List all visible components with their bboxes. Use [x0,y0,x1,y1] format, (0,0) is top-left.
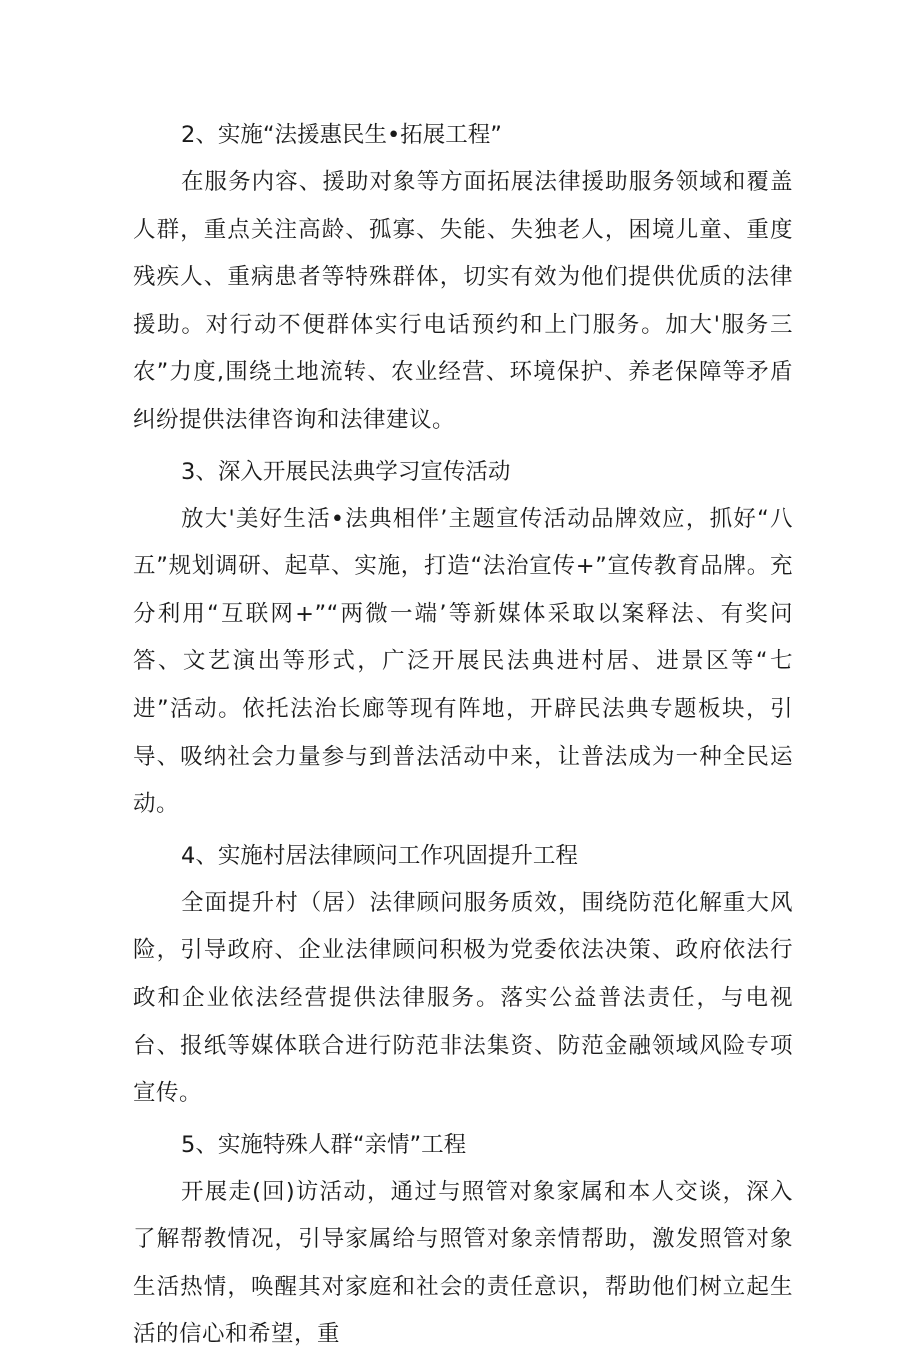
section-body: 全面提升村（居）法律顾问服务质效，围绕防范化解重大风险，引导政府、企业法律顾问积极为党委依法决策、政府依法行政和企业依法经营提供法律服务。落实公益普法责任，与电视台、报纸等媒体联合进行防范非法集资、防范金融领域风险专项宣传。 [133,889,793,1107]
section-4 [133,833,793,1118]
section-heading: 4、实施村居法律顾问工作巩固提升工程 [181,842,578,869]
section-2 [133,112,793,445]
document-page [133,112,793,1359]
section-body: 开展走(回)访活动，通过与照管对象家属和本人交谈，深入了解帮教情况，引导家属给与照管对象亲情帮助，激发照管对象生活热情，唤醒其对家庭和社会的责任意识，帮助他们树立起生活的信心和希望，重 [133,1178,793,1348]
section-body: 放大'美好生活•法典相伴’主题宣传活动品牌效应，抓好“八五”规划调研、起草、实施，打造“法治宣传+”宣传教育品牌。充分利用“互联网+”“两微一端’等新媒体采取以案释法、有奖问答、文艺演出等形式，广泛开展民法典进村居、进景区等“七进”活动。依托法治长廊等现有阵地，开辟民法典专题板块，引导、吸纳社会力量参与到普法活动中来，让普法成为一种全民运动。 [133,505,793,818]
section-heading: 3、深入开展民法典学习宣传活动 [181,458,511,485]
section-3 [133,449,793,829]
section-heading: 2、实施“法援惠民生•拓展工程” [181,122,502,148]
section-5 [133,1122,793,1359]
section-body: 在服务内容、援助对象等方面拓展法律援助服务领域和覆盖人群，重点关注高龄、孤寡、失能、失独老人，困境儿童、重度残疾人、重病患者等特殊群体，切实有效为他们提供优质的法律援助。对行动不便群体实行电话预约和上门服务。加大'服务三农”力度,围绕土地流转、农业经营、环境保护、养老保障等矛盾纠纷提供法律咨询和法律建议。 [133,169,793,433]
section-heading: 5、实施特殊人群“亲情”工程 [181,1131,467,1158]
